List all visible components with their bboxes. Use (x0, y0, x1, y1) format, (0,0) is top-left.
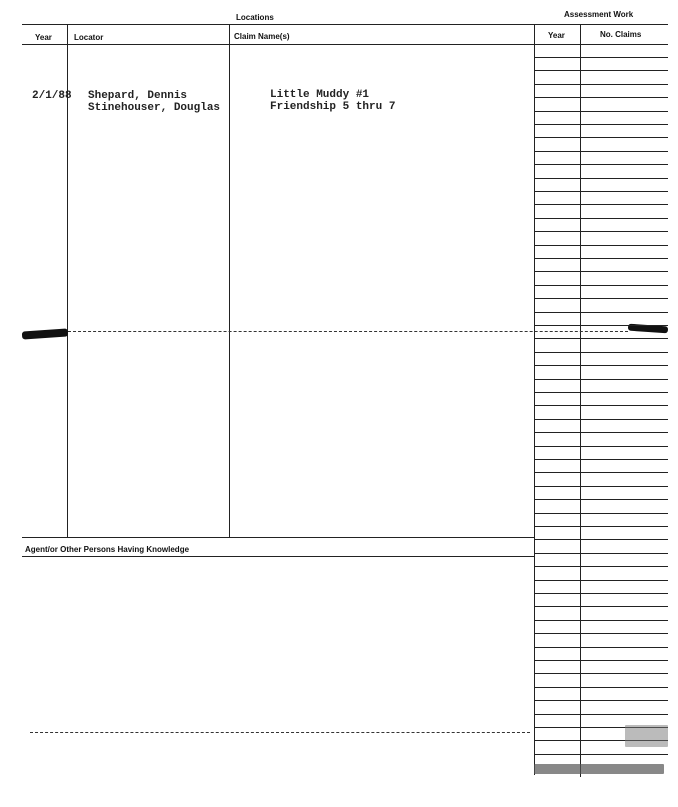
no-claims-column-header: No. Claims (600, 30, 642, 39)
assessment-row-line (534, 325, 668, 326)
assessment-row-line (534, 298, 668, 299)
claim-names-column-header: Claim Name(s) (234, 32, 290, 41)
assessment-row-line (534, 178, 668, 179)
assessment-row-line (534, 580, 668, 581)
entry-locator: Shepard, Dennis (88, 90, 188, 102)
scan-noise (625, 725, 668, 747)
entry-year: 2/1/88 (32, 90, 72, 102)
assessment-row-line (534, 660, 668, 661)
assessment-row-line (534, 566, 668, 567)
assessment-row-line (534, 338, 668, 339)
assessment-row-line (534, 191, 668, 192)
entry-claim-name: Friendship 5 thru 7 (270, 101, 396, 113)
assessment-row-line (534, 499, 668, 500)
year-column-header: Year (35, 33, 52, 42)
assessment-row-line (534, 124, 668, 125)
assessment-row-line (534, 687, 668, 688)
assessment-row-line (534, 472, 668, 473)
scan-mark-left (22, 328, 68, 339)
agent-section-label: Agent/or Other Persons Having Knowledge (25, 545, 190, 554)
assessment-row-line (534, 312, 668, 313)
assessment-row-line (534, 84, 668, 85)
assessment-row-line (534, 553, 668, 554)
assessment-row-line (534, 700, 668, 701)
assessment-row-line (534, 285, 668, 286)
assessment-row-line (534, 714, 668, 715)
fold-line (68, 331, 628, 332)
assessment-row-line (534, 137, 668, 138)
assessment-row-line (534, 164, 668, 165)
bottom-fold-line (30, 732, 530, 733)
locations-bottom-rule (22, 537, 534, 538)
assessment-row-line (534, 446, 668, 447)
assessment-row-line (534, 111, 668, 112)
assessment-row-line (534, 57, 668, 58)
assessment-row-line (534, 231, 668, 232)
assessment-row-line (534, 754, 668, 755)
assessment-row-line (534, 513, 668, 514)
assessment-row-line (534, 606, 668, 607)
assessment-row-line (534, 405, 668, 406)
assessment-row-line (534, 673, 668, 674)
assessment-row-line (534, 204, 668, 205)
assessment-work-header: Assessment Work (564, 10, 634, 19)
assessment-row-line (534, 486, 668, 487)
assessment-row-line (534, 392, 668, 393)
header-bottom-rule (22, 44, 668, 45)
assessment-row-line (534, 258, 668, 259)
assessment-row-line (534, 365, 668, 366)
assessment-row-line (534, 419, 668, 420)
scan-noise (534, 764, 664, 774)
entry-locator: Stinehouser, Douglas (88, 102, 221, 114)
assessment-row-line (534, 432, 668, 433)
agent-section-rule (22, 556, 534, 557)
assessment-row-line (534, 459, 668, 460)
assessment-row-line (534, 620, 668, 621)
assessment-row-line (534, 70, 668, 71)
assessment-row-line (534, 97, 668, 98)
assessment-row-line (534, 647, 668, 648)
assessment-row-line (534, 352, 668, 353)
assessment-year-column-header: Year (548, 31, 565, 40)
assessment-row-line (534, 526, 668, 527)
assessment-row-line (534, 593, 668, 594)
locations-header: Locations (236, 13, 274, 22)
locator-column-header: Locator (74, 33, 104, 42)
top-rule (22, 24, 668, 25)
assessment-row-line (534, 633, 668, 634)
entry-claim-name: Little Muddy #1 (270, 89, 370, 101)
assessment-row-line (534, 151, 668, 152)
assessment-row-line (534, 539, 668, 540)
assessment-row-line (534, 271, 668, 272)
assessment-row-line (534, 218, 668, 219)
divider-locator-claims (229, 25, 230, 537)
assessment-row-line (534, 245, 668, 246)
assessment-row-line (534, 379, 668, 380)
